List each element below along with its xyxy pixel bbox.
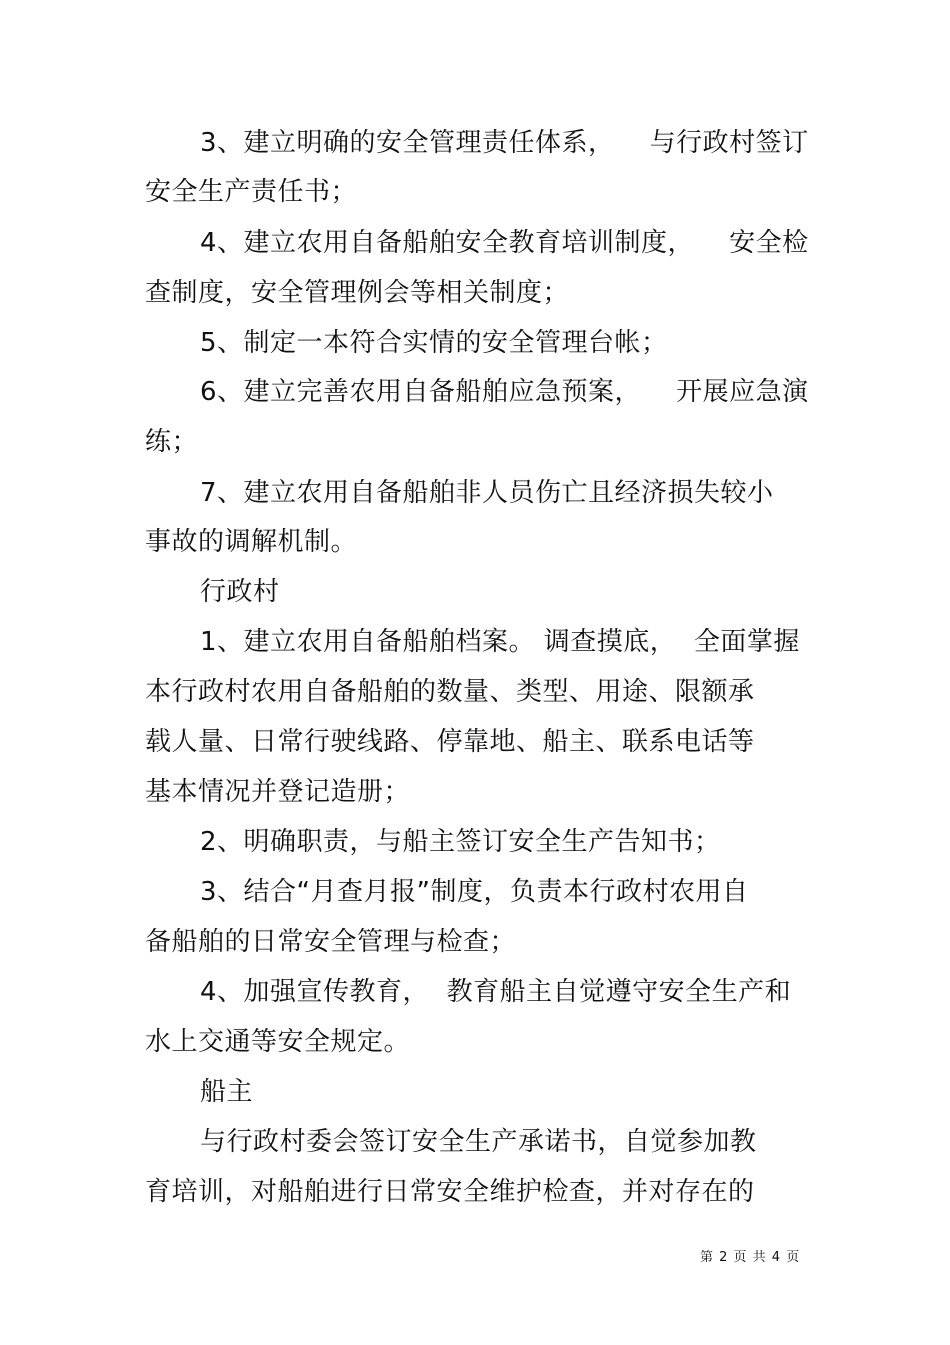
text-line: 安全生产责任书； <box>145 177 358 207</box>
text-line: 基本情况并登记造册； <box>145 777 411 807</box>
text-line: 本行政村农用自备船舶的数量、类型、用途、限额承 <box>145 677 755 707</box>
section-heading: 行政村 <box>200 577 280 607</box>
section-heading: 船主 <box>200 1077 254 1107</box>
text-line: 2、明确职责，与船主签订安全生产告知书； <box>200 827 721 857</box>
text-line: 事故的调解机制。 <box>145 527 358 557</box>
text-line: 与行政村委会签订安全生产承诺书，自觉参加教 <box>200 1127 757 1157</box>
text-line: 7、建立农用自备船舶非人员伤亡且经济损失较小 <box>200 478 774 508</box>
text-line: 水上交通等安全规定。 <box>145 1027 411 1057</box>
text-line: 3、结合“月查月报”制度，负责本行政村农用自 <box>200 877 749 907</box>
text-line: 练； <box>145 427 199 457</box>
text-line: 查制度，安全管理例会等相关制度； <box>145 278 570 308</box>
text-line: 备船舶的日常安全管理与检查； <box>145 927 517 957</box>
text-line: 3、建立明确的安全管理责任体系， 与行政村签订 <box>200 128 809 158</box>
text-line: 5、制定一本符合实情的安全管理台帐； <box>200 328 668 358</box>
text-line: 1、建立农用自备船舶档案。 调查摸底， 全面掌握 <box>200 627 800 657</box>
text-line: 载人量、日常行驶线路、停靠地、船主、联系电话等 <box>145 727 755 757</box>
text-line: 4、建立农用自备船舶安全教育培训制度， 安全检 <box>200 228 809 258</box>
text-line: 4、加强宣传教育， 教育船主自觉遵守安全生产和 <box>200 977 792 1007</box>
text-line: 6、建立完善农用自备船舶应急预案， 开展应急演 <box>200 377 809 407</box>
page-footer: 第 2 页 共 4 页 <box>700 1250 801 1265</box>
text-line: 育培训，对船舶进行日常安全维护检查，并对存在的 <box>145 1177 755 1207</box>
